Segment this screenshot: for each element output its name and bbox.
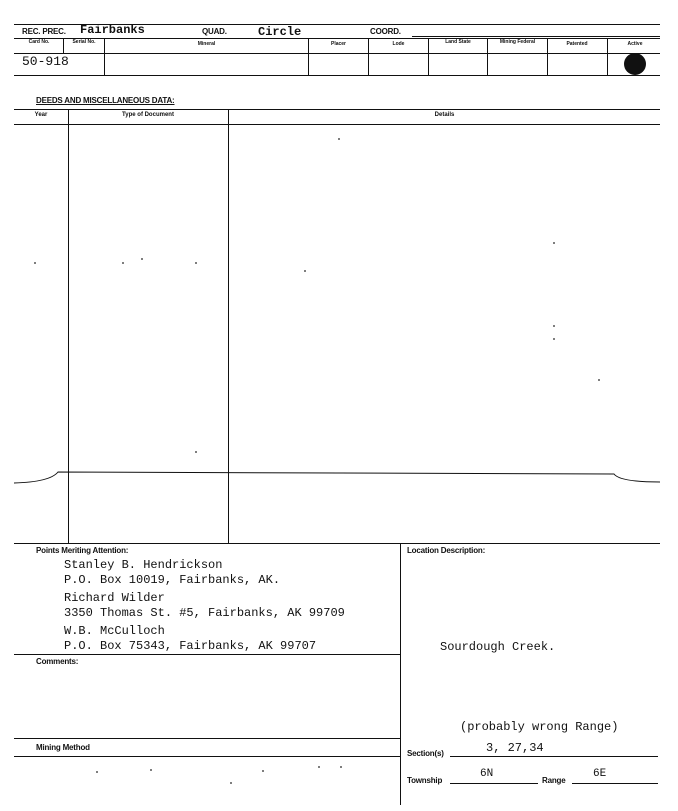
speckle: [318, 766, 320, 768]
speckle: [553, 242, 555, 244]
card-no-value: 50-918: [22, 54, 69, 69]
header-divider: [104, 38, 105, 75]
speckle: [141, 258, 143, 260]
speckle: [195, 451, 197, 453]
deeds-rule-header: [14, 124, 660, 125]
contact-1-address: P.O. Box 10019, Fairbanks, AK.: [64, 573, 281, 587]
land-state-header: Land State: [445, 39, 471, 45]
header-rule-3: [14, 53, 660, 54]
range-underline: [572, 783, 658, 784]
contact-1: [64, 558, 280, 588]
mining-federal-header: Mining Federal: [499, 39, 536, 45]
header-divider: [63, 38, 64, 53]
speckle: [262, 770, 264, 772]
quad-label: QUAD.: [202, 27, 227, 36]
header-divider: [308, 38, 309, 75]
deeds-type-header: Type of Document: [122, 112, 174, 118]
active-header: Active: [627, 41, 643, 47]
speckle: [96, 771, 98, 773]
location-value: Sourdough Creek.: [440, 640, 556, 654]
contact-2-address: 3350 Thomas St. #5, Fairbanks, AK 99709: [64, 606, 345, 620]
section-value: 3, 27,34: [486, 741, 544, 755]
speckle: [598, 379, 600, 381]
comments-rule: [14, 654, 400, 655]
mineral-header: Mineral: [197, 41, 216, 47]
speckle: [122, 262, 124, 264]
header-divider: [607, 38, 608, 75]
contact-3: [64, 624, 316, 654]
contact-2-name: Richard Wilder: [64, 591, 165, 605]
speckle: [304, 270, 306, 272]
header-divider: [487, 38, 488, 75]
header-divider: [368, 38, 369, 75]
patented-header: Patented: [566, 41, 588, 47]
contact-3-name: W.B. McCulloch: [64, 624, 165, 638]
deeds-year-header: Year: [34, 112, 48, 118]
section-underline: [450, 756, 658, 757]
mining-method-underline: [14, 756, 400, 757]
coord-label: COORD.: [370, 27, 401, 36]
bottom-center-divider: [400, 543, 401, 805]
coord-underline: [412, 36, 660, 37]
contact-3-address: P.O. Box 75343, Fairbanks, AK 99707: [64, 639, 317, 653]
serial-no-header: Serial No.: [72, 39, 96, 45]
speckle: [338, 138, 340, 140]
location-label: Location Description:: [407, 546, 486, 555]
points-label: Points Meriting Attention:: [36, 546, 129, 555]
township-underline: [450, 783, 538, 784]
contact-2: [64, 591, 345, 621]
active-filled-marker: [624, 53, 646, 75]
township-value: 6N: [480, 768, 494, 780]
speckle: [340, 766, 342, 768]
lode-header: Lode: [392, 41, 405, 47]
comments-label: Comments:: [36, 657, 79, 666]
quad-value: Circle: [258, 25, 302, 39]
rec-prec-value: Fairbanks: [80, 23, 145, 37]
section-label: Section(s): [407, 749, 444, 758]
header-divider: [428, 38, 429, 75]
location-note: (probably wrong Range): [460, 720, 619, 734]
contact-1-name: Stanley B. Hendrickson: [64, 558, 223, 572]
mining-method-label: Mining Method: [36, 743, 90, 752]
township-label: Township: [407, 776, 443, 785]
speckle: [150, 769, 152, 771]
speckle: [195, 262, 197, 264]
speckle: [230, 782, 232, 784]
speckle: [553, 338, 555, 340]
rec-prec-label: REC. PREC.: [22, 27, 66, 36]
placer-header: Placer: [330, 41, 346, 47]
speckle: [553, 325, 555, 327]
header-bottom-rule: [14, 75, 660, 76]
header-rule-2: [14, 38, 660, 39]
card-no-header: Card No.: [28, 39, 50, 45]
deeds-details-header: Details: [434, 112, 455, 118]
range-value: 6E: [593, 768, 607, 780]
fold-line: [0, 460, 678, 500]
mining-method-rule: [14, 738, 400, 739]
deeds-title: DEEDS AND MISCELLANEOUS DATA:: [36, 96, 175, 105]
deeds-rule-top: [14, 109, 660, 110]
range-label: Range: [542, 776, 566, 785]
speckle: [34, 262, 36, 264]
bottom-section-rule: [14, 543, 660, 544]
header-divider: [547, 38, 548, 75]
